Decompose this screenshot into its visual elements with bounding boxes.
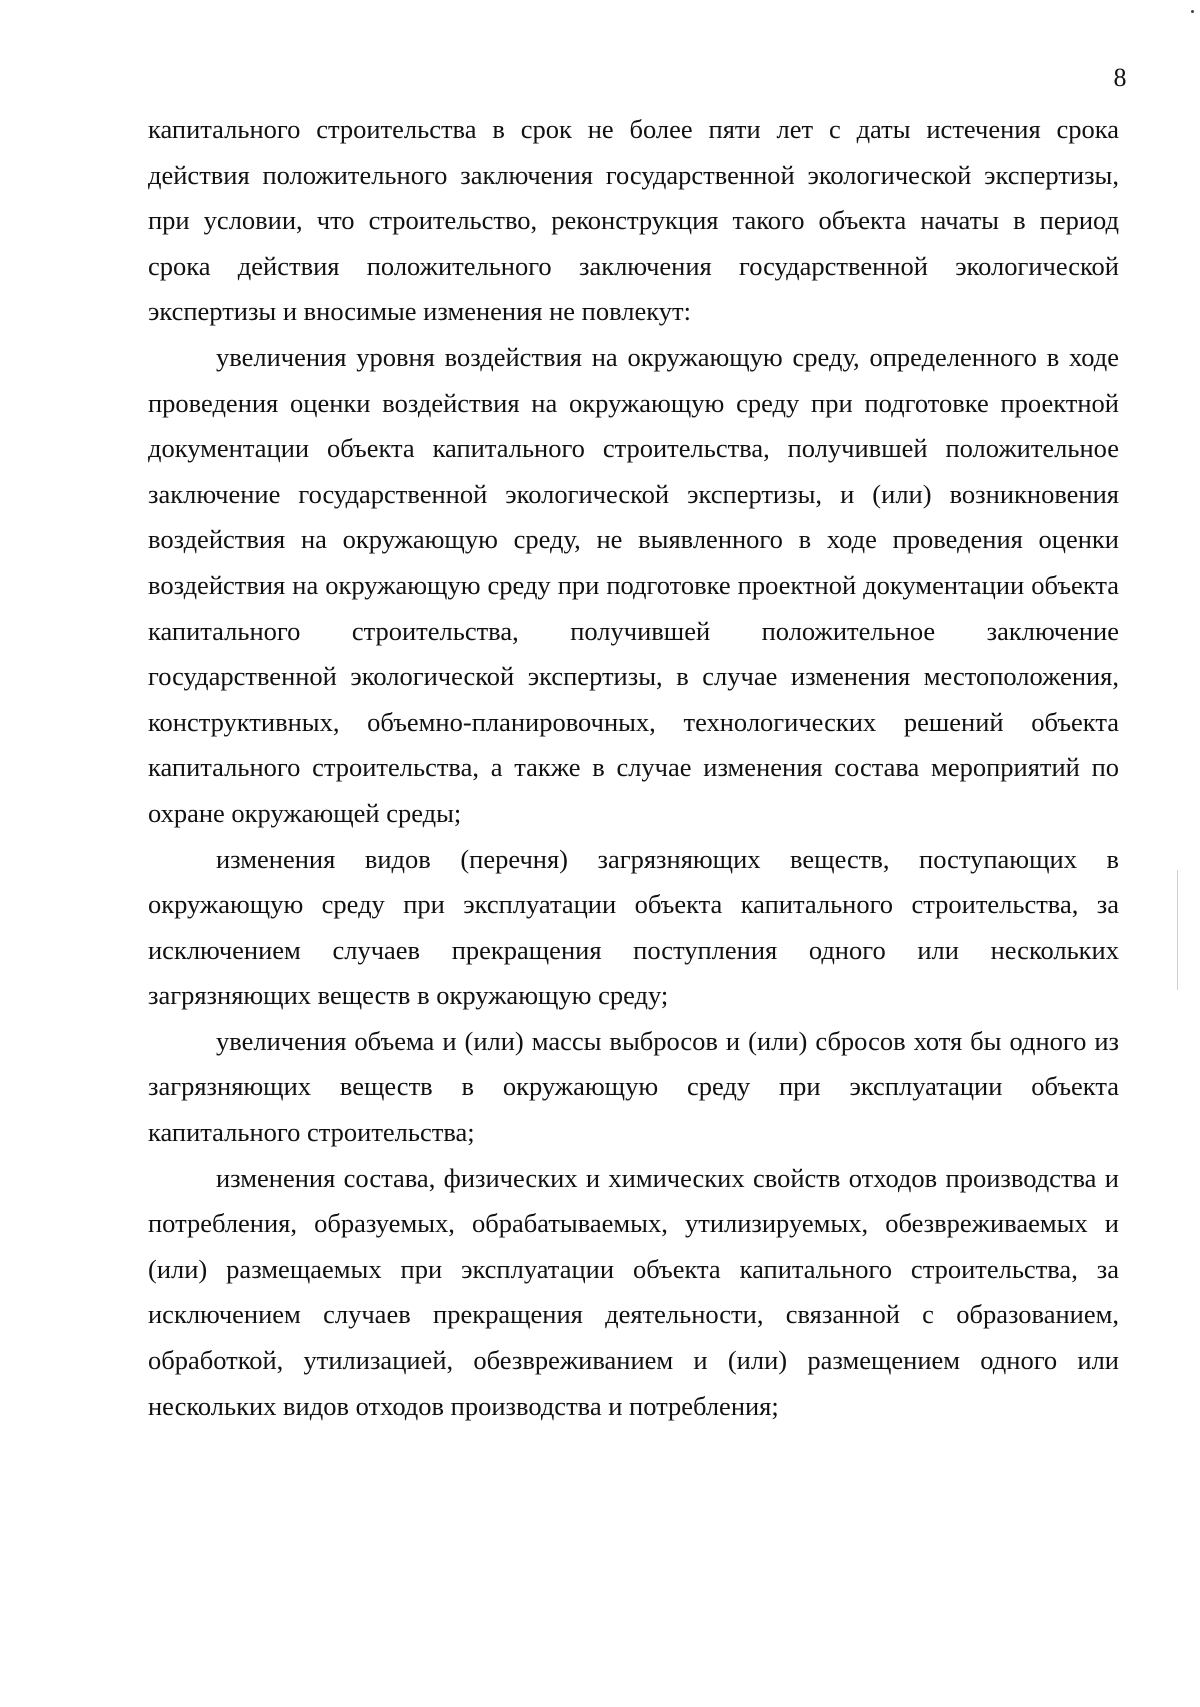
scan-edge-mark [1177,870,1178,990]
page-number: 8 [1113,63,1127,92]
paragraph-pollutant-types-change: изменения видов (перечня) загрязняющих веществ, поступающих в окружающую среду при эксплуатации объекта капитального строительства, за исключением случаев прекращения поступления одного или нескольких загрязняющих веществ в окружающую среду; [148,843,1119,1011]
paragraph-continuation: капитального строительства в срок не более пяти лет с даты истечения срока действия положительного заключения государственной экологической экспертизы, при условии, что строительство, реконструкция такого объекта начаты в период срока действия положительного заключения государственной экологической экспертизы и вносимые изменения не повлекут: [148,114,1119,327]
paragraph-emissions-increase: увеличения объема и (или) массы выбросов и (или) сбросов хотя бы одного из загрязняющих веществ в окружающую среду при эксплуатации объекта капитального строительства; [148,1025,1119,1148]
paragraph-impact-level-increase: увеличения уровня воздействия на окружающую среду, определенного в ходе проведения оценки воздействия на окружающую среду при подготовке проектной документации объекта капитального строительства, получившей положительное заключение государственной экологической экспертизы, и (или) возникновения воздействия на окружающую среду, не выявленного в ходе проведения оценки воздействия на окружающую среду при подготовке проектной документации объекта капитального строительства, получившей положительное заключение государственной экологической экспертизы, в случае изменения местоположения, конструктивных, объемно-планировочных, технологических решений объекта капитального строительства, а также в случае изменения состава мероприятий по охране окружающей среды; [148,341,1119,828]
document-body [148,107,1119,1429]
paragraph-waste-composition-change: изменения состава, физических и химических свойств отходов производства и потребления, образуемых, обрабатываемых, утилизируемых, обезвреживаемых и (или) размещаемых при эксплуатации объекта капитального строительства, за исключением случаев прекращения деятельности, связанной с образованием, обработкой, утилизацией, обезвреживанием и (или) размещением одного или нескольких видов отходов производства и потребления; [148,1162,1119,1421]
scan-speck [1191,10,1194,13]
